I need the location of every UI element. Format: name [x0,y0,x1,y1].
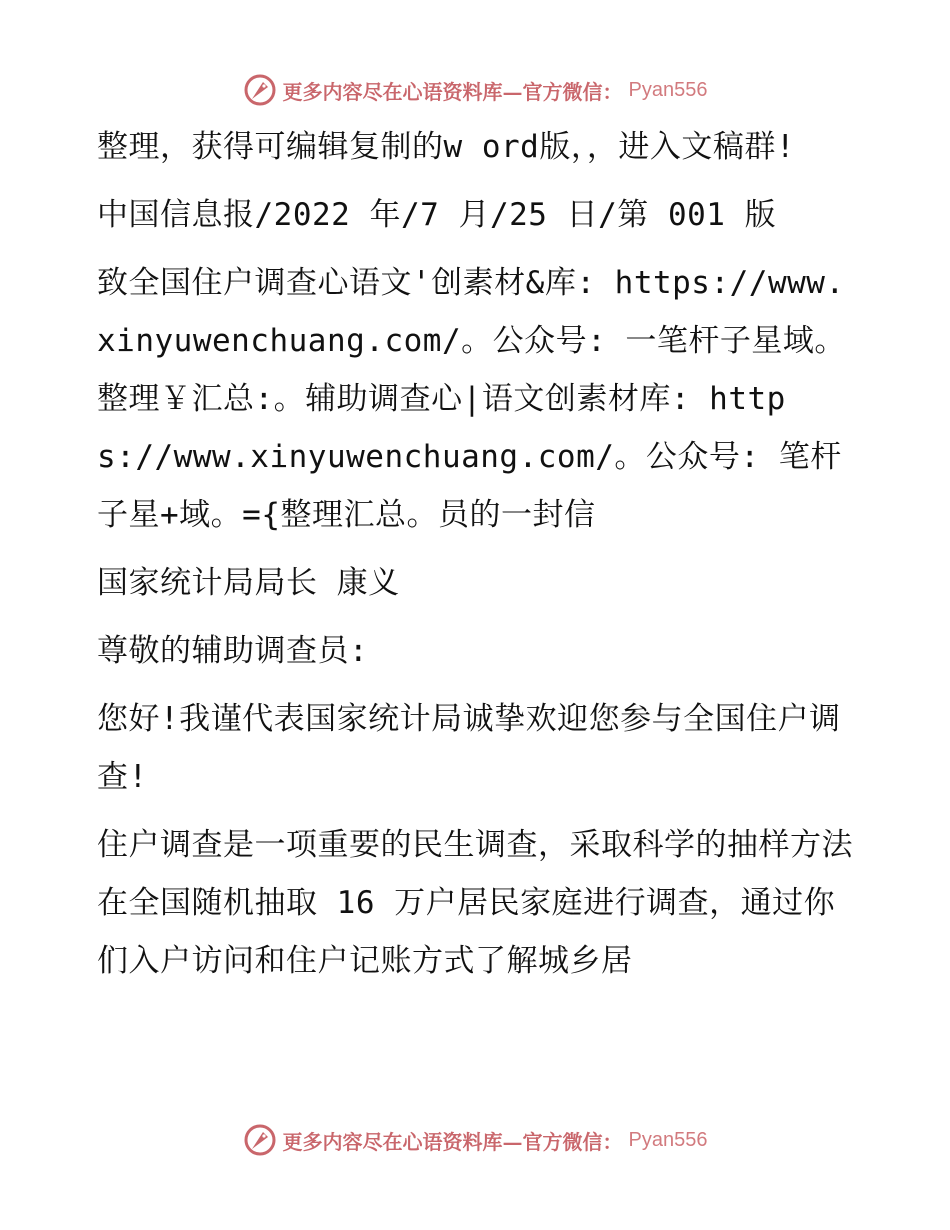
footer-banner-inner [243,1123,708,1157]
paragraph-intro: 整理，获得可编辑复制的w ord版，，进入文稿群! [97,129,795,165]
header-banner-text: 更多内容尽在心语资料库—官方微信： [282,79,623,104]
paragraph-author: 国家统计局局长 康义 [97,565,400,601]
paragraph-salutation: 尊敬的辅助调查员: [97,633,369,669]
pen-nib-circle-icon [243,73,277,107]
footer-banner-wechat-id: Pyan556 [628,1128,708,1151]
document-body [97,118,857,1000]
paragraph-title: 致全国住户调查心语文'创素材&库: https://www.xinyuwenchuang.com/。公众号: 一笔杆子星域。整理￥汇总:。辅助调查心|语文创素材库: https://www.xinyuwenchuang.com/。公众号: 笔杆子星+域。={整理汇总。员的一封信 [97,265,846,533]
paragraph-body: 住户调查是一项重要的民生调查，采取科学的抽样方法在全国随机抽取 16 万户居民家庭进行调查，通过你们入户访问和住户记账方式了解城乡居 [97,827,853,979]
footer-banner-text: 更多内容尽在心语资料库—官方微信： [282,1129,623,1154]
pen-nib-circle-icon [243,1123,277,1157]
footer-banner [0,1120,950,1160]
paragraph-greeting: 您好!我谨代表国家统计局诚挚欢迎您参与全国住户调查! [97,701,841,795]
header-banner-wechat-id: Pyan556 [628,78,708,101]
header-banner [0,70,950,110]
header-banner-inner [243,73,708,107]
paragraph-source: 中国信息报/2022 年/7 月/25 日/第 001 版 [97,197,777,233]
